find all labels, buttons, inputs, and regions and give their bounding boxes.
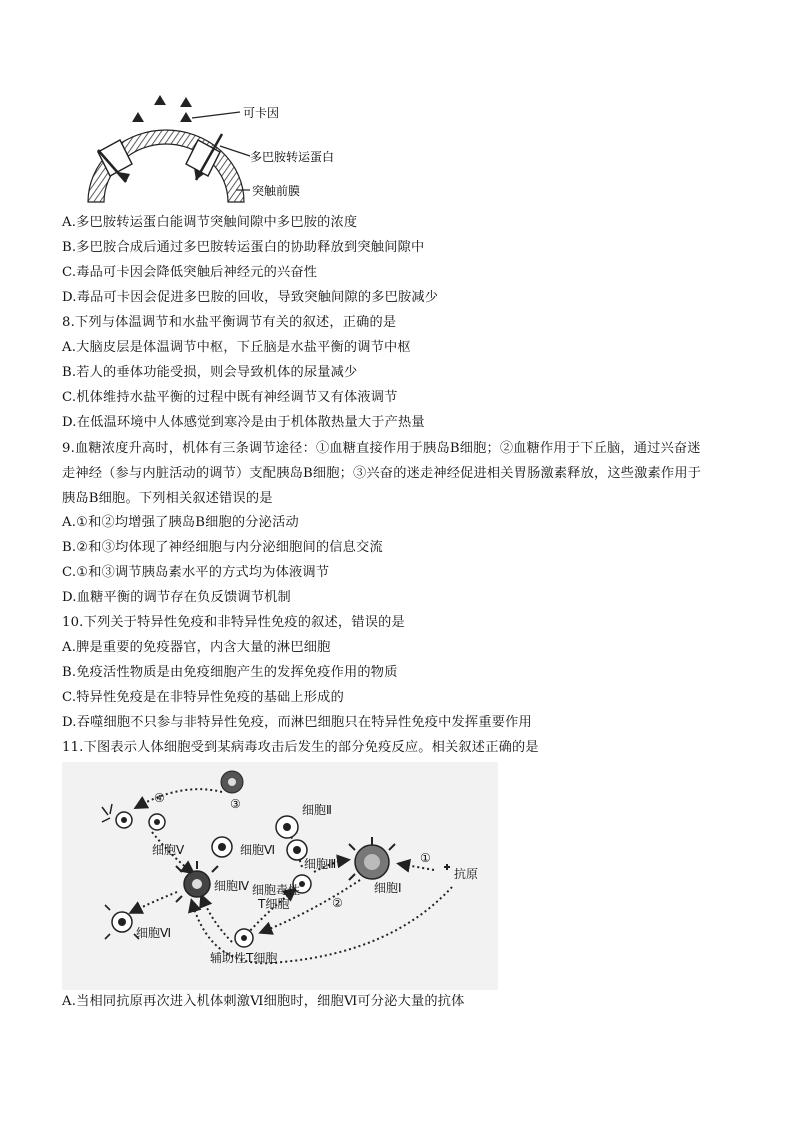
q10-option-c: C.特异性免疫是在非特异性免疫的基础上形成的 — [62, 690, 344, 705]
q8-option-c: C.机体维持水盐平衡的过程中既有神经调节又有体液调节 — [62, 390, 398, 405]
cell-2 — [276, 816, 298, 838]
label-antigen: 抗原 — [454, 867, 479, 881]
q9-option-d: D.血糖平衡的调节存在负反馈调节机制 — [62, 590, 291, 605]
label-ctl-line1: 细胞毒性 — [252, 883, 301, 897]
q11-option-a: A.当相同抗原再次进入机体刺激Ⅵ细胞时，细胞Ⅵ可分泌大量的抗体 — [62, 994, 465, 1009]
label-cell3: 细胞Ⅲ — [304, 857, 337, 871]
label-step2: ② — [332, 896, 343, 910]
cocaine-molecule — [132, 112, 144, 122]
cocaine-molecule — [180, 97, 192, 107]
synapse-figure — [80, 90, 380, 205]
label-ctl-line2: T细胞 — [258, 897, 290, 911]
label-cell6b: 细胞Ⅵ — [136, 926, 172, 940]
label-cell4: 细胞Ⅳ — [214, 879, 250, 893]
q7-option-b: B.多巴胺合成后通过多巴胺转运蛋白的协助释放到突触间隙中 — [62, 240, 425, 255]
q8-option-b: B.若人的垂体功能受损，则会导致机体的尿量减少 — [62, 365, 358, 380]
label-cell2: 细胞Ⅱ — [302, 803, 332, 817]
cocaine-molecule — [154, 95, 166, 105]
label-cell1: 细胞Ⅰ — [374, 881, 402, 895]
label-step4: ④ — [154, 791, 165, 805]
q8-option-d: D.在低温环境中人体感觉到寒冷是由于机体散热量大于产热量 — [62, 415, 425, 430]
q10-option-a: A.脾是重要的免疫器官，内含大量的淋巴细胞 — [62, 640, 331, 655]
cell-helper-t — [235, 929, 253, 947]
q9-stem-line2: 走神经（参与内脏活动的调节）支配胰岛B细胞；③兴奋的迷走神经促进相关胃肠激素释放，这些激素作用于 — [62, 466, 702, 481]
label-helper-t: 辅助性T细胞 — [210, 951, 278, 965]
infected-cell-top — [221, 771, 243, 793]
label-cocaine: 可卡因 — [243, 106, 280, 120]
q7-option-d: D.毒品可卡因会促进多巴胺的回收，导致突触间隙的多巴胺减少 — [62, 290, 439, 305]
cell-6-top — [212, 837, 232, 857]
q9-stem-line1: 9.血糖浓度升高时，机体有三条调节途径：①血糖直接作用于胰岛B细胞；②血糖作用于下丘脑，通过兴奋迷 — [62, 441, 701, 456]
q10-option-d: D.吞噬细胞不只参与非特异性免疫，而淋巴细胞只在特异性免疫中发挥重要作用 — [62, 715, 532, 730]
label-presynaptic-membrane: 突触前膜 — [252, 184, 301, 198]
q9-stem-line3: 胰岛B细胞。下列相关叙述错误的是 — [62, 491, 273, 506]
label-cell6a: 细胞Ⅵ — [240, 843, 276, 857]
q9-option-a: A.①和②均增强了胰岛B细胞的分泌活动 — [62, 515, 299, 530]
q7-option-a: A.多巴胺转运蛋白能调节突触间隙中多巴胺的浓度 — [62, 215, 358, 230]
cocaine-molecule — [180, 112, 192, 122]
q10-stem: 10.下列关于特异性免疫和非特异性免疫的叙述，错误的是 — [62, 615, 405, 630]
q7-option-c: C.毒品可卡因会降低突触后神经元的兴奋性 — [62, 265, 318, 280]
label-step1: ① — [420, 851, 431, 865]
q11-stem: 11.下图表示人体细胞受到某病毒攻击后发生的部分免疫反应。相关叙述正确的是 — [62, 740, 539, 755]
label-dopamine-transporter: 多巴胺转运蛋白 — [250, 150, 335, 164]
label-cell5: 细胞Ⅴ — [152, 843, 185, 857]
q8-stem: 8.下列与体温调节和水盐平衡调节有关的叙述，正确的是 — [62, 315, 397, 330]
q9-option-c: C.①和③调节胰岛素水平的方式均为体液调节 — [62, 565, 330, 580]
q8-option-a: A.大脑皮层是体温调节中枢，下丘脑是水盐平衡的调节中枢 — [62, 340, 411, 355]
immune-response-figure — [62, 762, 498, 990]
q10-option-b: B.免疫活性物质是由免疫细胞产生的发挥免疫作用的物质 — [62, 665, 398, 680]
label-step3: ③ — [230, 797, 241, 811]
q9-option-b: B.②和③均体现了神经细胞与内分泌细胞间的信息交流 — [62, 540, 383, 555]
